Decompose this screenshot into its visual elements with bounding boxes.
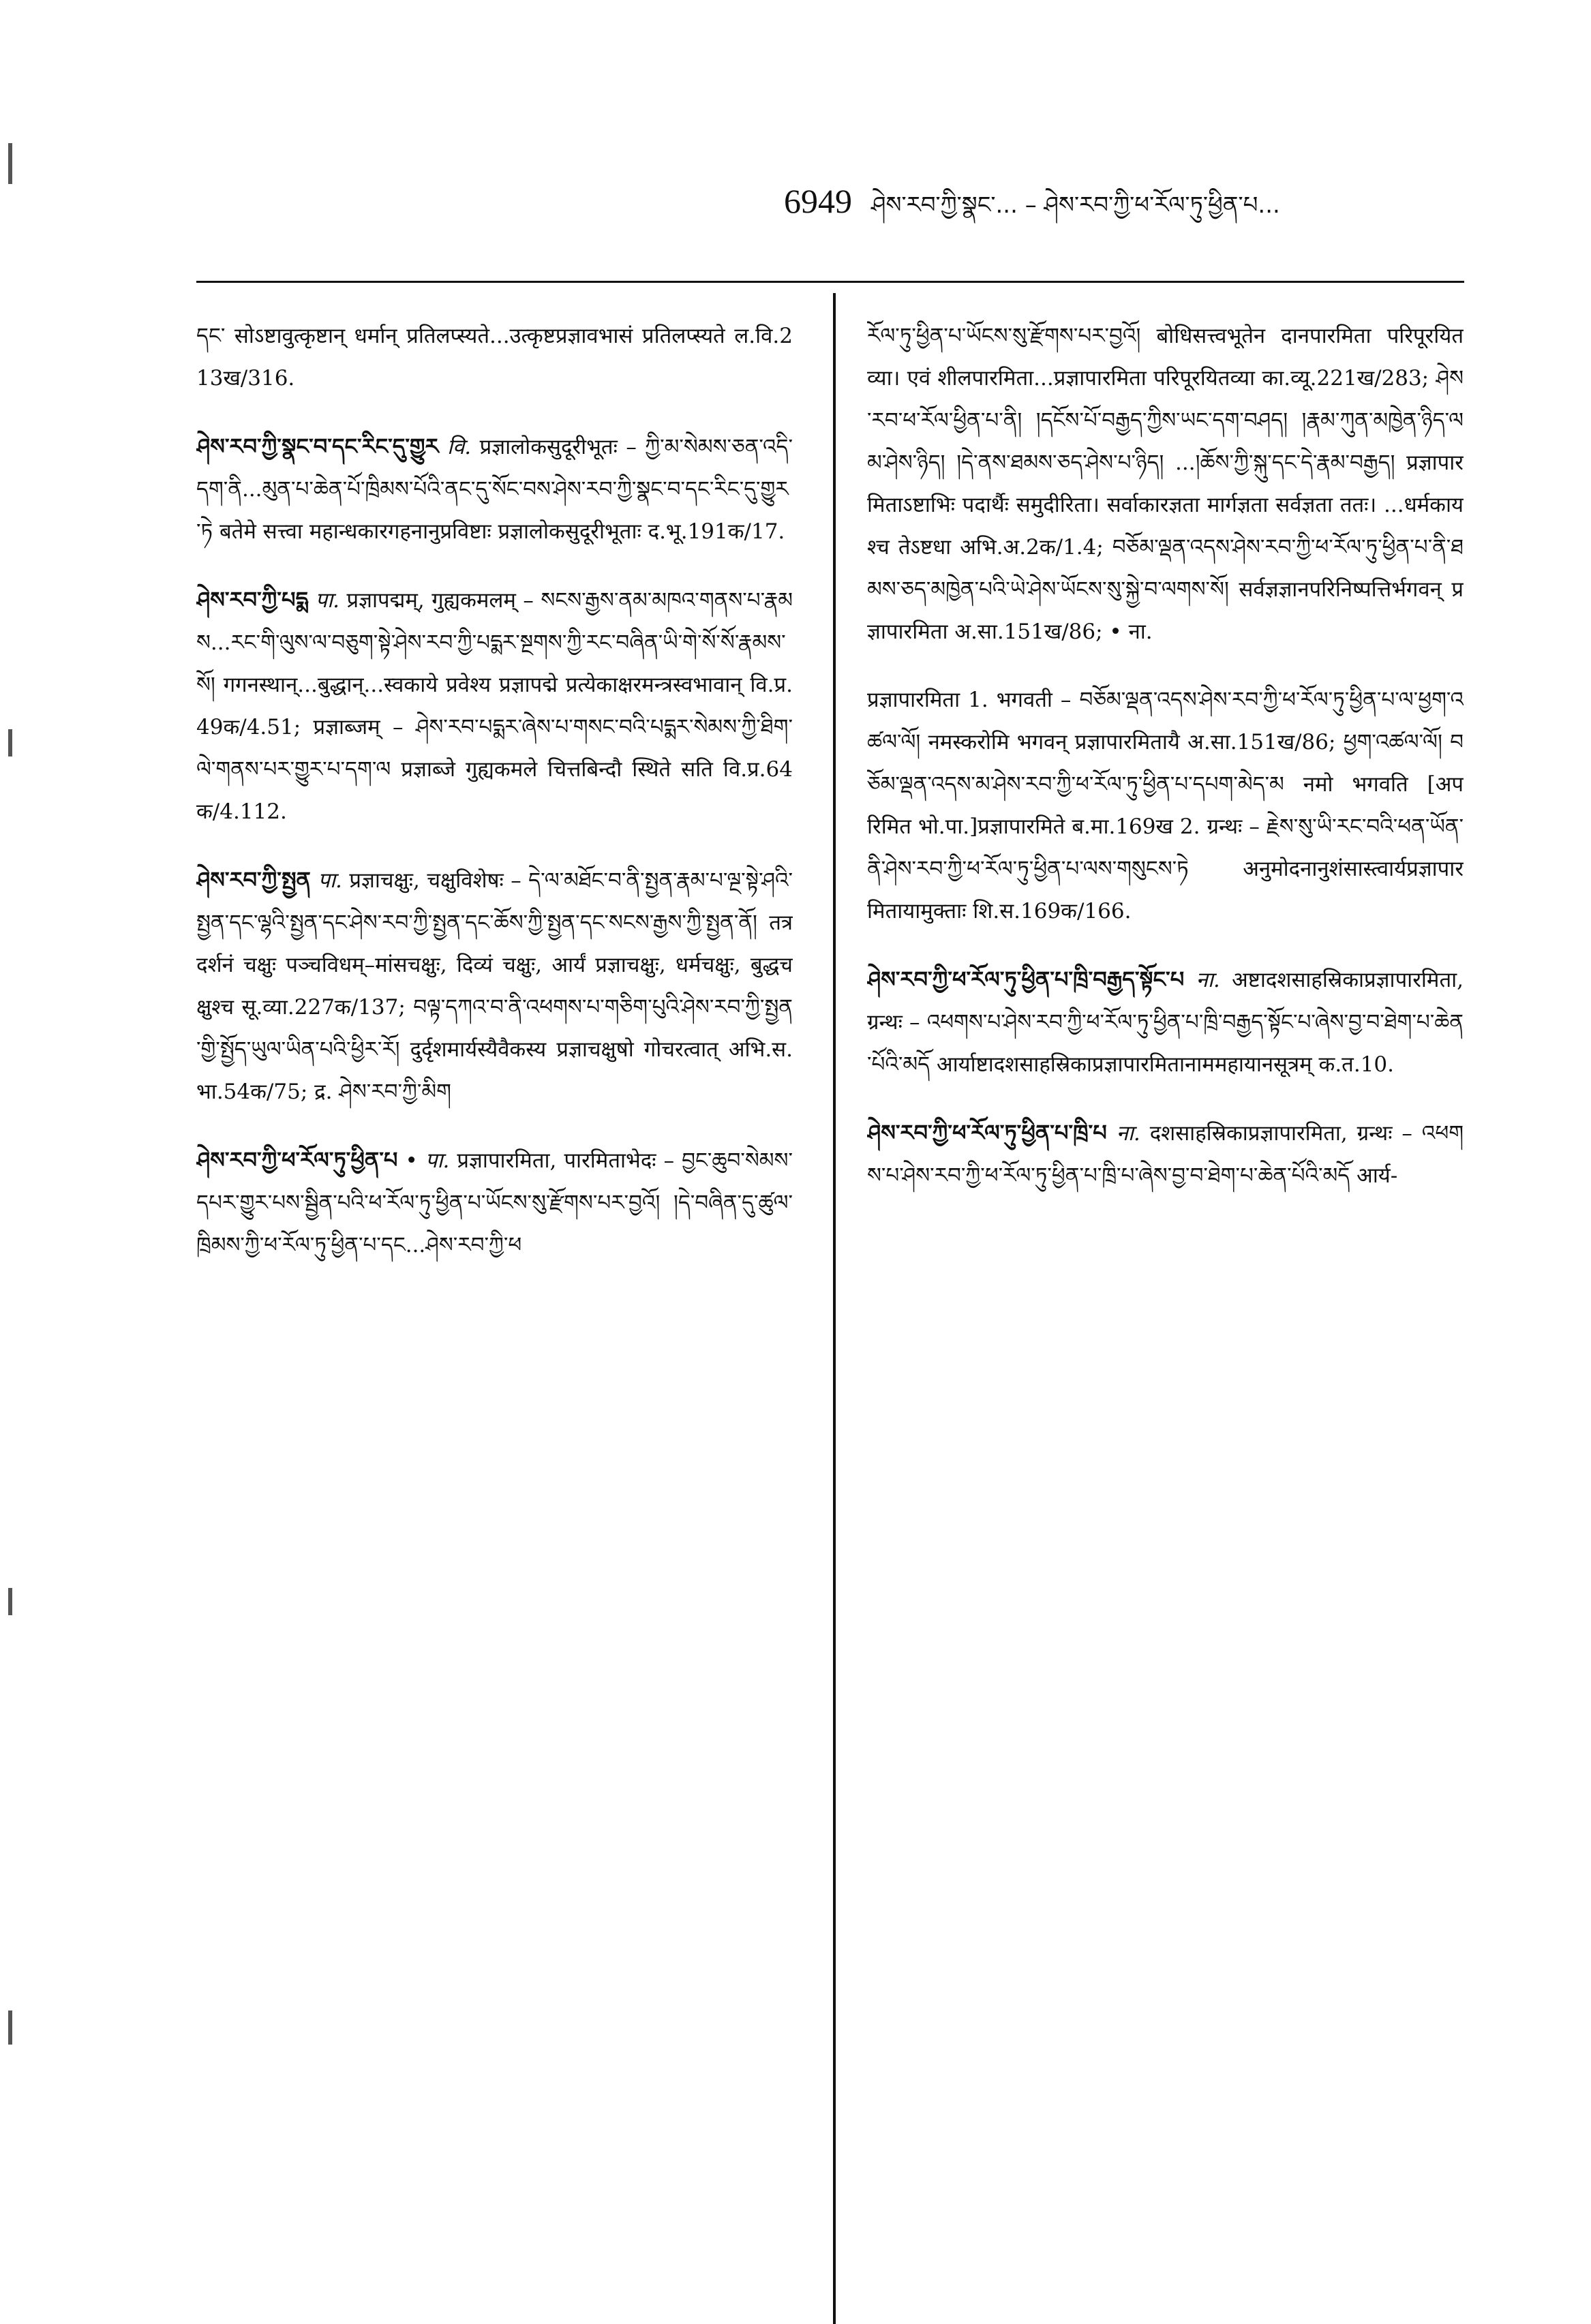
margin-scan-mark [8, 143, 12, 184]
entry-headword: ཤེས་རབ་ཀྱི་ཕ་རོལ་ཏུ་ཕྱིན་པ་ཁྲི་པ [867, 1120, 1107, 1146]
dictionary-entry [196, 579, 793, 833]
dictionary-entry [196, 1139, 793, 1266]
margin-scan-mark [8, 1588, 12, 1615]
entry-headword: ཤེས་རབ་ཀྱི་སྤྱན [196, 867, 311, 893]
entry-body: अष्टादशसाहस्रिकाप्रज्ञापारमिता, ग्रन्थः – འཕགས་པ་ཤེས་རབ་ཀྱི་ཕ་རོལ་ཏུ་ཕྱིན་པ་ཁྲི་བརྒྱད་སྟོང་པ་ཞེས་བྱ་བ་ཐེག་པ་ཆེན་པོའི་མདོ आर्याष्टादशसाहस्रिकाप्रज्ञापारमितानाममहायानसूत्रम् क.त.10. [867, 968, 1464, 1077]
margin-scan-mark [8, 2010, 12, 2045]
entry-body: प्रज्ञापद्मम्, गुह्यकमलम् – སངས་རྒྱས་ནམ་མཁའ་གནས་པ་རྣམས...རང་གི་ལུས་ལ་བཅུག་སྟེ་ཤེས་རབ་ཀྱི་པདྨར་སྔགས་ཀྱི་རང་བཞིན་ཡི་གེ་སོ་སོ་རྣམས་སོ། गगनस्थान्...बुद्धान्...स्वकाये प्रवेश्य प्रज्ञापद्मे प्रत्येकाक्षरमन्त्रस्वभावान् वि.प्र.49क/4.51; प्रज्ञाब्जम् – ཤེས་རབ་པདྨར་ཞེས་པ་གསང་བའི་པདྨར་སེམས་ཀྱི་ཐིག་ལེ་གནས་པར་གྱུར་པ་དག་ལ प्रज्ञाब्जे गुह्यकमले चित्तबिन्दौ स्थिते सति वि.प्र.64क/4.112. [196, 588, 793, 824]
running-head: ཤེས་རབ་ཀྱི་སྣང་... – ཤེས་རབ་ཀྱི་ཕ་རོལ་ཏུ་ཕྱིན་པ... [871, 192, 1280, 219]
entry-label: ना. [1116, 1121, 1140, 1146]
entry-body: རོལ་ཏུ་ཕྱིན་པ་ཡོངས་སུ་རྫོགས་པར་བྱའོ། बोधिसत्त्वभूतेन दानपारमिता परिपूरयितव्या। एवं शीलपारमिता...प्रज्ञापारमिता परिपूरयितव्या का.व्यू.221ख/283; ཤེས་རབ་ཕ་རོལ་ཕྱིན་པ་ནི། །དངོས་པོ་བརྒྱད་ཀྱིས་ཡང་དག་བཤད། །རྣམ་ཀུན་མཁྱེན་ཉིད་ལམ་ཤེས་ཉིད། །དེ་ནས་ཐམས་ཅད་ཤེས་པ་ཉིད། ...།ཆོས་ཀྱི་སྐུ་དང་དེ་རྣམ་བརྒྱད། प्रज्ञापारमिताऽष्टाभिः पदार्थैः समुदीरिता। सर्वाकारज्ञता मार्गज्ञता सर्वज्ञता ततः। ...धर्मकायश्च तेऽष्टधा अभि.अ.2क/1.4; བཅོམ་ལྡན་འདས་ཤེས་རབ་ཀྱི་ཕ་རོལ་ཏུ་ཕྱིན་པ་ནི་ཐམས་ཅད་མཁྱེན་པའི་ཡེ་ཤེས་ཡོངས་སུ་སྐྱེ་བ་ལགས་སོ། सर्वज्ञज्ञानपरिनिष्पत्तिर्भगवन् प्रज्ञापारमिता अ.सा.151ख/86; • ना. [867, 324, 1464, 644]
entry-body: प्रज्ञापारमिता, पारमिताभेदः – བྱང་ཆུབ་སེམས་དཔར་གྱུར་པས་སྦྱིན་པའི་ཕ་རོལ་ཏུ་ཕྱིན་པ་ཡོངས་སུ་རྫོགས་པར་བྱའོ། །དེ་བཞིན་དུ་ཚུལ་ཁྲིམས་ཀྱི་ཕ་རོལ་ཏུ་ཕྱིན་པ་དང...ཤེས་རབ་ཀྱི་ཕ [196, 1148, 793, 1257]
margin-scan-mark [8, 729, 12, 756]
page-header [784, 179, 1466, 240]
dictionary-entry [867, 1112, 1464, 1197]
entry-label: • पा. [405, 1148, 450, 1173]
entry-headword: ཤེས་རབ་ཀྱི་ཕ་རོལ་ཏུ་ཕྱིན་པ [196, 1147, 398, 1173]
left-column [196, 315, 793, 2223]
entry-body: प्रज्ञाचक्षुः, चक्षुविशेषः – དེ་ལ་མཐོང་བ་ནི་སྤྱན་རྣམ་པ་ལྔ་སྟེ་ཤའི་སྤྱན་དང་ལྷའི་སྤྱན་དང་ཤེས་རབ་ཀྱི་སྤྱན་དང་ཆོས་ཀྱི་སྤྱན་དང་སངས་རྒྱས་ཀྱི་སྤྱན་ནོ། तत्र दर्शनं चक्षुः पञ्चविधम्–मांसचक्षुः, दिव्यं चक्षुः, आर्यं प्रज्ञाचक्षुः, धर्मचक्षुः, बुद्धचक्षुश्च सू.व्या.227क/137; བལྟ་དཀའ་བ་ནི་འཕགས་པ་གཅིག་པུའི་ཤེས་རབ་ཀྱི་སྤྱན་གྱི་སྤྱོད་ཡུལ་ཡིན་པའི་ཕྱིར་རོ། दुर्दृशमार्यस्यैवैकस्य प्रज्ञाचक्षुषो गोचरत्वात् अभि.स.भा.54क/75; द्र. ཤེས་རབ་ཀྱི་མིག [196, 868, 793, 1104]
dictionary-entry [196, 859, 793, 1113]
entry-body: दशसाहस्रिकाप्रज्ञापारमिता, ग्रन्थः – འཕགས་པ་ཤེས་རབ་ཀྱི་ཕ་རོལ་ཏུ་ཕྱིན་པ་ཁྲི་པ་ཞེས་བྱ་བ་ཐེག་པ་ཆེན་པོའི་མདོ आर्य- [867, 1121, 1464, 1188]
entry-label: पा. [318, 868, 342, 893]
entry-headword: ཤེས་རབ་ཀྱི་སྣང་བ་དང་རིང་དུ་གྱུར [196, 433, 439, 459]
dictionary-entry [867, 679, 1464, 932]
page-number: 6949 [784, 182, 852, 220]
right-column [867, 315, 1464, 2223]
entry-body: प्रज्ञालोकसुदूरीभूतः – ཀྱི་མ་སེམས་ཅན་འདི་དག་ནི...མུན་པ་ཆེན་པོ་ཁྲིམས་པོའི་ནང་དུ་སོང་བས་ཤེས་རབ་ཀྱི་སྣང་བ་དང་རིང་དུ་གྱུར་ཏེ बतेमे सत्त्वा महान्धकारगहनानुप्रविष्टाः प्रज्ञालोकसुदूरीभूताः द.भू.191क/17. [196, 435, 793, 544]
header-rule [196, 281, 1464, 283]
entry-label: पा. [315, 588, 339, 613]
dictionary-entry [867, 958, 1464, 1086]
entry-body: प्रज्ञापारमिता 1. भगवती – བཅོམ་ལྡན་འདས་ཤེས་རབ་ཀྱི་ཕ་རོལ་ཏུ་ཕྱིན་པ་ལ་ཕྱག་འཚལ་ལོ། नमस्करोमि भगवन् प्रज्ञापारमितायै अ.सा.151ख/86; ཕྱག་འཚལ་ལོ། བཅོམ་ལྡན་འདས་མ་ཤེས་རབ་ཀྱི་ཕ་རོལ་ཏུ་ཕྱིན་པ་དཔག་མེད་མ नमो भगवति [अपरिमित भो.पा.]प्रज्ञापारमिते ब.मा.169ख 2. ग्रन्थः – རྗེས་སུ་ཡི་རང་བའི་ཕན་ཡོན་ནི་ཤེས་རབ་ཀྱི་ཕ་རོལ་ཏུ་ཕྱིན་པ་ལས་གསུངས་ཏེ अनुमोदनानुशंसास्त्वार्यप्रज्ञापारमितायामुक्ताः शि.स.169क/166. [867, 688, 1464, 923]
dictionary-entry [867, 315, 1464, 653]
dictionary-entry [196, 315, 793, 399]
entry-body: དང་ सोऽष्टावुत्कृष्टान् धर्मान् प्रतिलप्स्यते...उत्कृष्टप्रज्ञावभासं प्रतिलप्स्यते ल.वि.213ख/316. [196, 324, 793, 391]
entry-label: ना. [1196, 968, 1220, 992]
entry-label: वि. [447, 435, 472, 459]
entry-headword: ཤེས་རབ་ཀྱི་ཕ་རོལ་ཏུ་ཕྱིན་པ་ཁྲི་བརྒྱད་སྟོང་པ [867, 966, 1185, 992]
dictionary-entry [196, 425, 793, 553]
column-divider [833, 293, 836, 2324]
entry-headword: ཤེས་རབ་ཀྱི་པདྨ [196, 587, 309, 613]
